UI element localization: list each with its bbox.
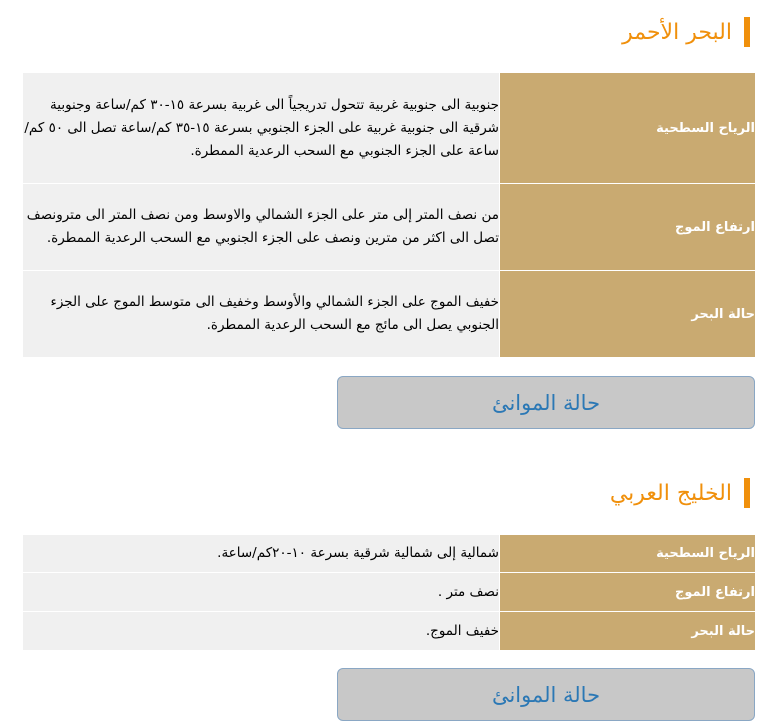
sea-state-value: خفيف الموج.: [23, 612, 500, 651]
surface-winds-value: جنوبية الى جنوبية غربية تتحول تدريجياً الى غربية بسرعة ١٥-٣٠ كم/ساعة وجنوبية شرقية الى جنوبية غربية على الجزء الجنوبي بسرعة ١٥-٣٥ كم/ساعة تصل الى ٥٠ كم/ساعة على الجزء الجنوبي مع السحب الرعدية الممطرة.: [23, 73, 500, 184]
red-sea-ports-button[interactable]: حالة الموانئ: [337, 376, 755, 429]
heading-accent-bar: [744, 478, 750, 508]
table-row: [23, 271, 756, 358]
sea-state-value: خفيف الموج على الجزء الشمالي والأوسط وخفيف الى متوسط الموج على الجزء الجنوبي يصل الى مائج مع السحب الرعدية الممطرة.: [23, 271, 500, 358]
wave-height-value: من نصف المتر إلى متر على الجزء الشمالي والاوسط ومن نصف المتر الى مترونصف تصل الى اكثر من مترين ونصف على الجزء الجنوبي مع السحب الرعدية الممطرة.: [23, 184, 500, 271]
wave-height-label: ارتفاع الموج: [500, 184, 756, 271]
sea-state-label: حالة البحر: [500, 612, 756, 651]
wave-height-value: نصف متر .: [23, 573, 500, 612]
arabian-gulf-ports-button[interactable]: حالة الموانئ: [337, 668, 755, 721]
surface-winds-label: الرياح السطحية: [500, 73, 756, 184]
arabian-gulf-heading: [610, 478, 750, 508]
surface-winds-label: الرياح السطحية: [500, 535, 756, 573]
table-row: [23, 573, 756, 612]
table-row: [23, 73, 756, 184]
table-row: [23, 184, 756, 271]
table-row: [23, 612, 756, 651]
arabian-gulf-title: الخليج العربي: [609, 480, 732, 506]
red-sea-title: البحر الأحمر: [622, 19, 732, 45]
surface-winds-value: شمالية إلى شمالية شرقية بسرعة ١٠-٢٠كم/ساعة.: [23, 535, 500, 573]
heading-accent-bar: [744, 17, 750, 47]
arabian-gulf-table: [22, 534, 756, 651]
table-row: [23, 535, 756, 573]
wave-height-label: ارتفاع الموج: [500, 573, 756, 612]
sea-state-label: حالة البحر: [500, 271, 756, 358]
red-sea-heading: [622, 17, 750, 47]
red-sea-table: [22, 72, 756, 358]
